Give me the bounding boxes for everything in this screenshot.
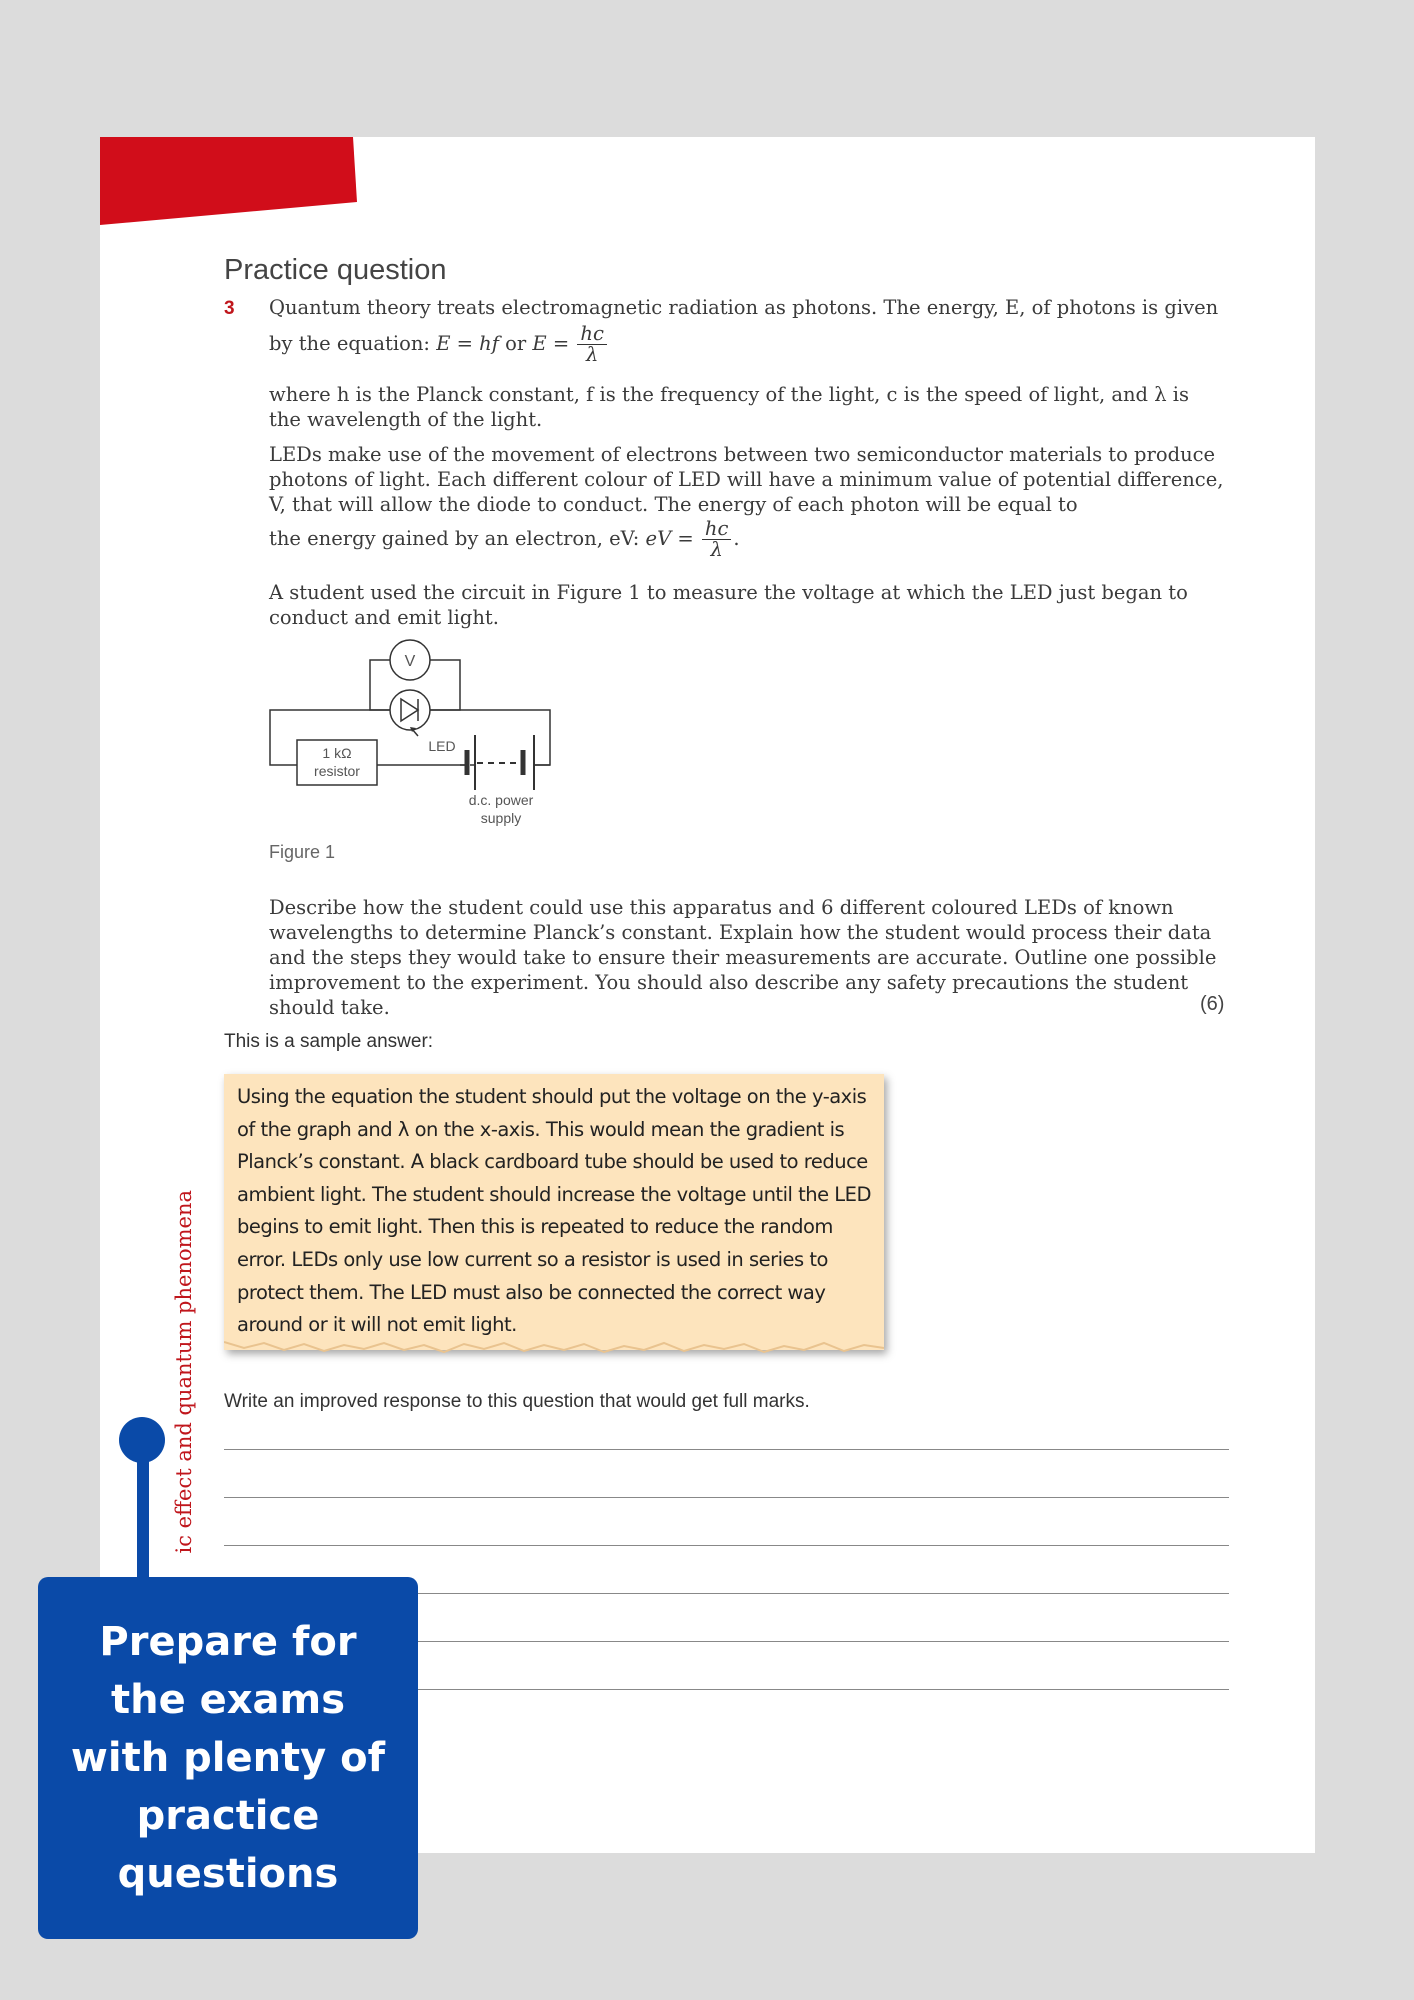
fraction-numerator: hc xyxy=(577,324,606,345)
question-intro xyxy=(269,295,1224,365)
answer-line[interactable] xyxy=(224,1545,1229,1546)
pin-dot xyxy=(119,1417,165,1463)
equation-e-hf: E = hf xyxy=(436,332,499,355)
led-paragraph xyxy=(269,442,1224,560)
promo-text: Prepare for the exams with plenty of practice questions xyxy=(70,1619,386,1897)
answer-line[interactable] xyxy=(224,1497,1229,1498)
equation-prefix: by the equation: xyxy=(269,332,437,355)
equation-or: or xyxy=(498,332,533,355)
supply-label-2: supply xyxy=(480,810,522,826)
answer-line[interactable] xyxy=(224,1449,1229,1450)
resistor-label-1: 1 kΩ xyxy=(322,745,352,761)
torn-edge xyxy=(224,1340,886,1364)
equation-line xyxy=(269,324,1224,365)
pin-line xyxy=(137,1440,149,1600)
resistor-label-2: resistor xyxy=(314,763,360,779)
student-paragraph: A student used the circuit in Figure 1 to measure the voltage at which the LED just began to conduct and emit light. xyxy=(269,581,1188,629)
promo-banner xyxy=(38,1577,418,1939)
equation-e-lhs: E = xyxy=(532,332,570,355)
question-intro-line1: Quantum theory treats electromagnetic radiation as photons. The energy, E, of photons is given xyxy=(269,296,1219,319)
led-label: LED xyxy=(428,738,456,754)
fraction2-denominator: λ xyxy=(710,538,723,561)
sample-answer-label: This is a sample answer: xyxy=(224,1031,434,1052)
energy-line-prefix: the energy gained by an electron, eV: xyxy=(269,527,646,550)
led-text: LEDs make use of the movement of electrons between two semiconductor materials to produce photons of light. Each different colour of LED will have a minimum value of potential difference, V, that will allow the diode to conduct. The energy of each photon will be equal to xyxy=(269,443,1224,516)
sample-answer-text: Using the equation the student should put the voltage on the y-axis of the graph and λ on the x-axis. This would mean the gradient is Planck’s constant. A black cardboard tube should be used to reduce ambient light. The student should increase the voltage until the LED begins to emit light. Then this is repeated to reduce the random error. LEDs only use low current so a resistor is used in series to protect them. The LED must also be connected the correct way around or it will not emit light. xyxy=(237,1085,872,1337)
fraction-denominator: λ xyxy=(585,343,599,366)
task-paragraph: Describe how the student could use this apparatus and 6 different coloured LEDs of known wavelengths to determine Planck’s constant. Explain how the student would process their data and the steps they would take to ensure their measurements are accurate. Outline one possible improvement to the experiment. You should also describe any safety precautions the student should take. xyxy=(269,896,1217,1019)
fraction-hc-lambda-2 xyxy=(702,519,731,560)
supply-label-1: d.c. power xyxy=(468,792,534,808)
voltmeter-label: V xyxy=(404,653,416,670)
fraction2-numerator: hc xyxy=(702,519,731,540)
red-corner-tab xyxy=(100,137,360,227)
improve-prompt: Write an improved response to this question that would get full marks. xyxy=(224,1391,810,1412)
led-symbol xyxy=(390,690,430,730)
question-number: 3 xyxy=(224,298,235,319)
equation-ev-lhs: eV = xyxy=(645,527,694,550)
marks: (6) xyxy=(1200,993,1225,1015)
section-title: Practice question xyxy=(224,254,447,286)
chapter-side-title: ic effect and quantum phenomena xyxy=(172,1190,196,1554)
energy-line-suffix: . xyxy=(733,527,740,550)
energy-equation-line xyxy=(269,519,1224,560)
circuit-diagram xyxy=(260,635,560,835)
figure-caption: Figure 1 xyxy=(269,842,336,862)
fraction-hc-lambda xyxy=(577,324,606,365)
where-paragraph: where h is the Planck constant, f is the frequency of the light, c is the speed of light, and λ is the wavelength of the light. xyxy=(269,383,1190,431)
